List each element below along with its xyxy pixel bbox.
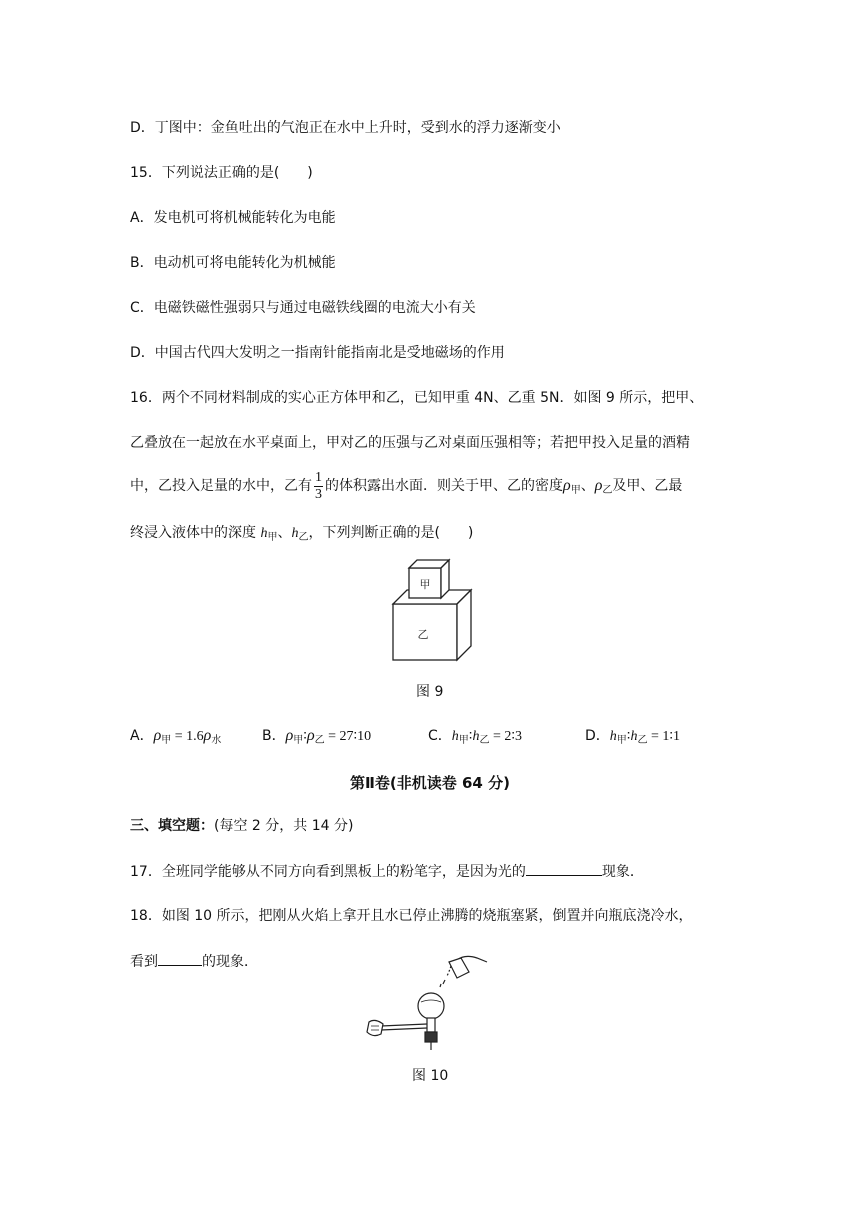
subscript-jia: 甲 bbox=[458, 735, 469, 746]
part-3-note: (每空 2 分，共 14 分) bbox=[214, 818, 354, 834]
subscript-yi: 乙 bbox=[637, 735, 648, 746]
q16-line-4-start: 终浸入液体中的深度 bbox=[130, 525, 256, 541]
q14-option-d: D．丁图中：金鱼吐出的气泡正在水中上升时，受到水的浮力逐渐变小 bbox=[130, 120, 561, 136]
cube-top-label: 甲 bbox=[419, 578, 431, 591]
option-b-prefix: B． bbox=[262, 728, 286, 744]
cube-bottom-label: 乙 bbox=[417, 628, 429, 641]
q17-text-start: 17．全班同学能够从不同方向看到黑板上的粉笔字，是因为光的 bbox=[130, 864, 526, 880]
separator: 、 bbox=[277, 525, 292, 541]
q18-line-2 bbox=[130, 951, 258, 972]
option-c-prefix: C． bbox=[428, 728, 452, 744]
subscript-yi: 乙 bbox=[314, 735, 325, 746]
q15-stem: 15．下列说法正确的是( ) bbox=[130, 165, 313, 181]
figure-9-stacked-cubes bbox=[385, 556, 475, 666]
subscript-jia: 甲 bbox=[267, 532, 278, 543]
q16-line-4 bbox=[130, 523, 473, 545]
part-3-heading bbox=[130, 816, 353, 836]
subscript-jia: 甲 bbox=[570, 485, 581, 496]
part-3-label: 三、填空题： bbox=[130, 818, 214, 834]
ratio-separator: ∶ bbox=[468, 729, 473, 744]
subscript-jia: 甲 bbox=[616, 735, 627, 746]
q15-option-b: B．电动机可将电能转化为机械能 bbox=[130, 255, 336, 271]
q16-line-4-end: ，下列判断正确的是( ) bbox=[308, 525, 474, 541]
h-symbol: h bbox=[260, 526, 268, 541]
rho-symbol: ρ bbox=[203, 727, 212, 744]
separator: 、 bbox=[580, 478, 595, 494]
q16-option-d bbox=[585, 726, 680, 748]
section-2-title: 第Ⅱ卷(非机读卷 64 分) bbox=[350, 774, 510, 792]
q16-line-2: 乙叠放在一起放在水平桌面上，甲对乙的压强与乙对桌面压强相等；若把甲投入足量的酒精 bbox=[130, 435, 690, 451]
ratio-separator: ∶ bbox=[303, 729, 307, 744]
subscript-yi: 乙 bbox=[602, 485, 613, 496]
q15-option-d: D．中国古代四大发明之一指南针能指南北是受地磁场的作用 bbox=[130, 345, 505, 361]
fraction-denominator: 3 bbox=[315, 486, 322, 502]
ratio-separator: ∶ bbox=[626, 729, 631, 744]
h-symbol: h bbox=[451, 729, 459, 744]
option-d-value: = 1∶1 bbox=[647, 729, 680, 744]
q18-line-2-start: 看到 bbox=[130, 954, 158, 970]
figure-9-caption: 图 9 bbox=[416, 684, 444, 700]
q15-option-a: A．发电机可将机械能转化为电能 bbox=[130, 210, 336, 226]
q15-option-c: C．电磁铁磁性强弱只与通过电磁铁线圈的电流大小有关 bbox=[130, 300, 476, 316]
fraction-numerator: 1 bbox=[315, 469, 322, 485]
subscript-shui: 水 bbox=[211, 735, 222, 746]
option-b-value: = 27∶10 bbox=[324, 729, 372, 744]
h-symbol: h bbox=[609, 729, 617, 744]
option-c-value: = 2∶3 bbox=[489, 729, 522, 744]
figure-10-flask-illustration bbox=[365, 952, 495, 1052]
h-symbol: h bbox=[291, 526, 299, 541]
q18-line-2-end: 的现象． bbox=[202, 954, 258, 970]
h-symbol: h bbox=[630, 729, 638, 744]
subscript-yi: 乙 bbox=[298, 532, 309, 543]
q17 bbox=[130, 861, 644, 882]
q16-option-b bbox=[262, 726, 371, 748]
h-symbol: h bbox=[472, 729, 480, 744]
rho-symbol: ρ bbox=[594, 477, 603, 494]
subscript-jia: 甲 bbox=[161, 735, 172, 746]
rho-symbol: ρ bbox=[306, 727, 315, 744]
subscript-jia: 甲 bbox=[293, 735, 304, 746]
q17-answer-blank[interactable] bbox=[526, 861, 602, 876]
q16-option-a bbox=[130, 726, 221, 748]
one-third-fraction bbox=[314, 470, 323, 503]
q16-line-1: 16．两个不同材料制成的实心正方体甲和乙，已知甲重 4N、乙重 5N．如图 9 所示，把甲、 bbox=[130, 390, 704, 406]
subscript-yi: 乙 bbox=[479, 735, 490, 746]
q17-text-end: 现象． bbox=[601, 864, 644, 880]
option-a-prefix: A． bbox=[130, 728, 154, 744]
rho-symbol: ρ bbox=[563, 477, 571, 494]
option-d-prefix: D． bbox=[585, 728, 610, 744]
q16-line-3 bbox=[130, 468, 682, 506]
figure-10-caption: 图 10 bbox=[412, 1068, 449, 1084]
rho-symbol: ρ bbox=[153, 727, 162, 744]
rho-symbol: ρ bbox=[285, 727, 294, 744]
q18-answer-blank[interactable] bbox=[158, 951, 202, 966]
q16-line-3-end: 及甲、乙最 bbox=[612, 478, 683, 494]
q16-line-3-start: 中，乙投入足量的水中，乙有 bbox=[130, 478, 312, 494]
q16-option-c bbox=[428, 726, 522, 748]
option-a-value: = 1.6 bbox=[171, 729, 204, 744]
q16-line-3-middle: 的体积露出水面．则关于甲、乙的密度 bbox=[325, 478, 563, 494]
q18-line-1: 18．如图 10 所示，把刚从火焰上拿开且水已停止沸腾的烧瓶塞紧，倒置并向瓶底浇冷水， bbox=[130, 908, 693, 924]
